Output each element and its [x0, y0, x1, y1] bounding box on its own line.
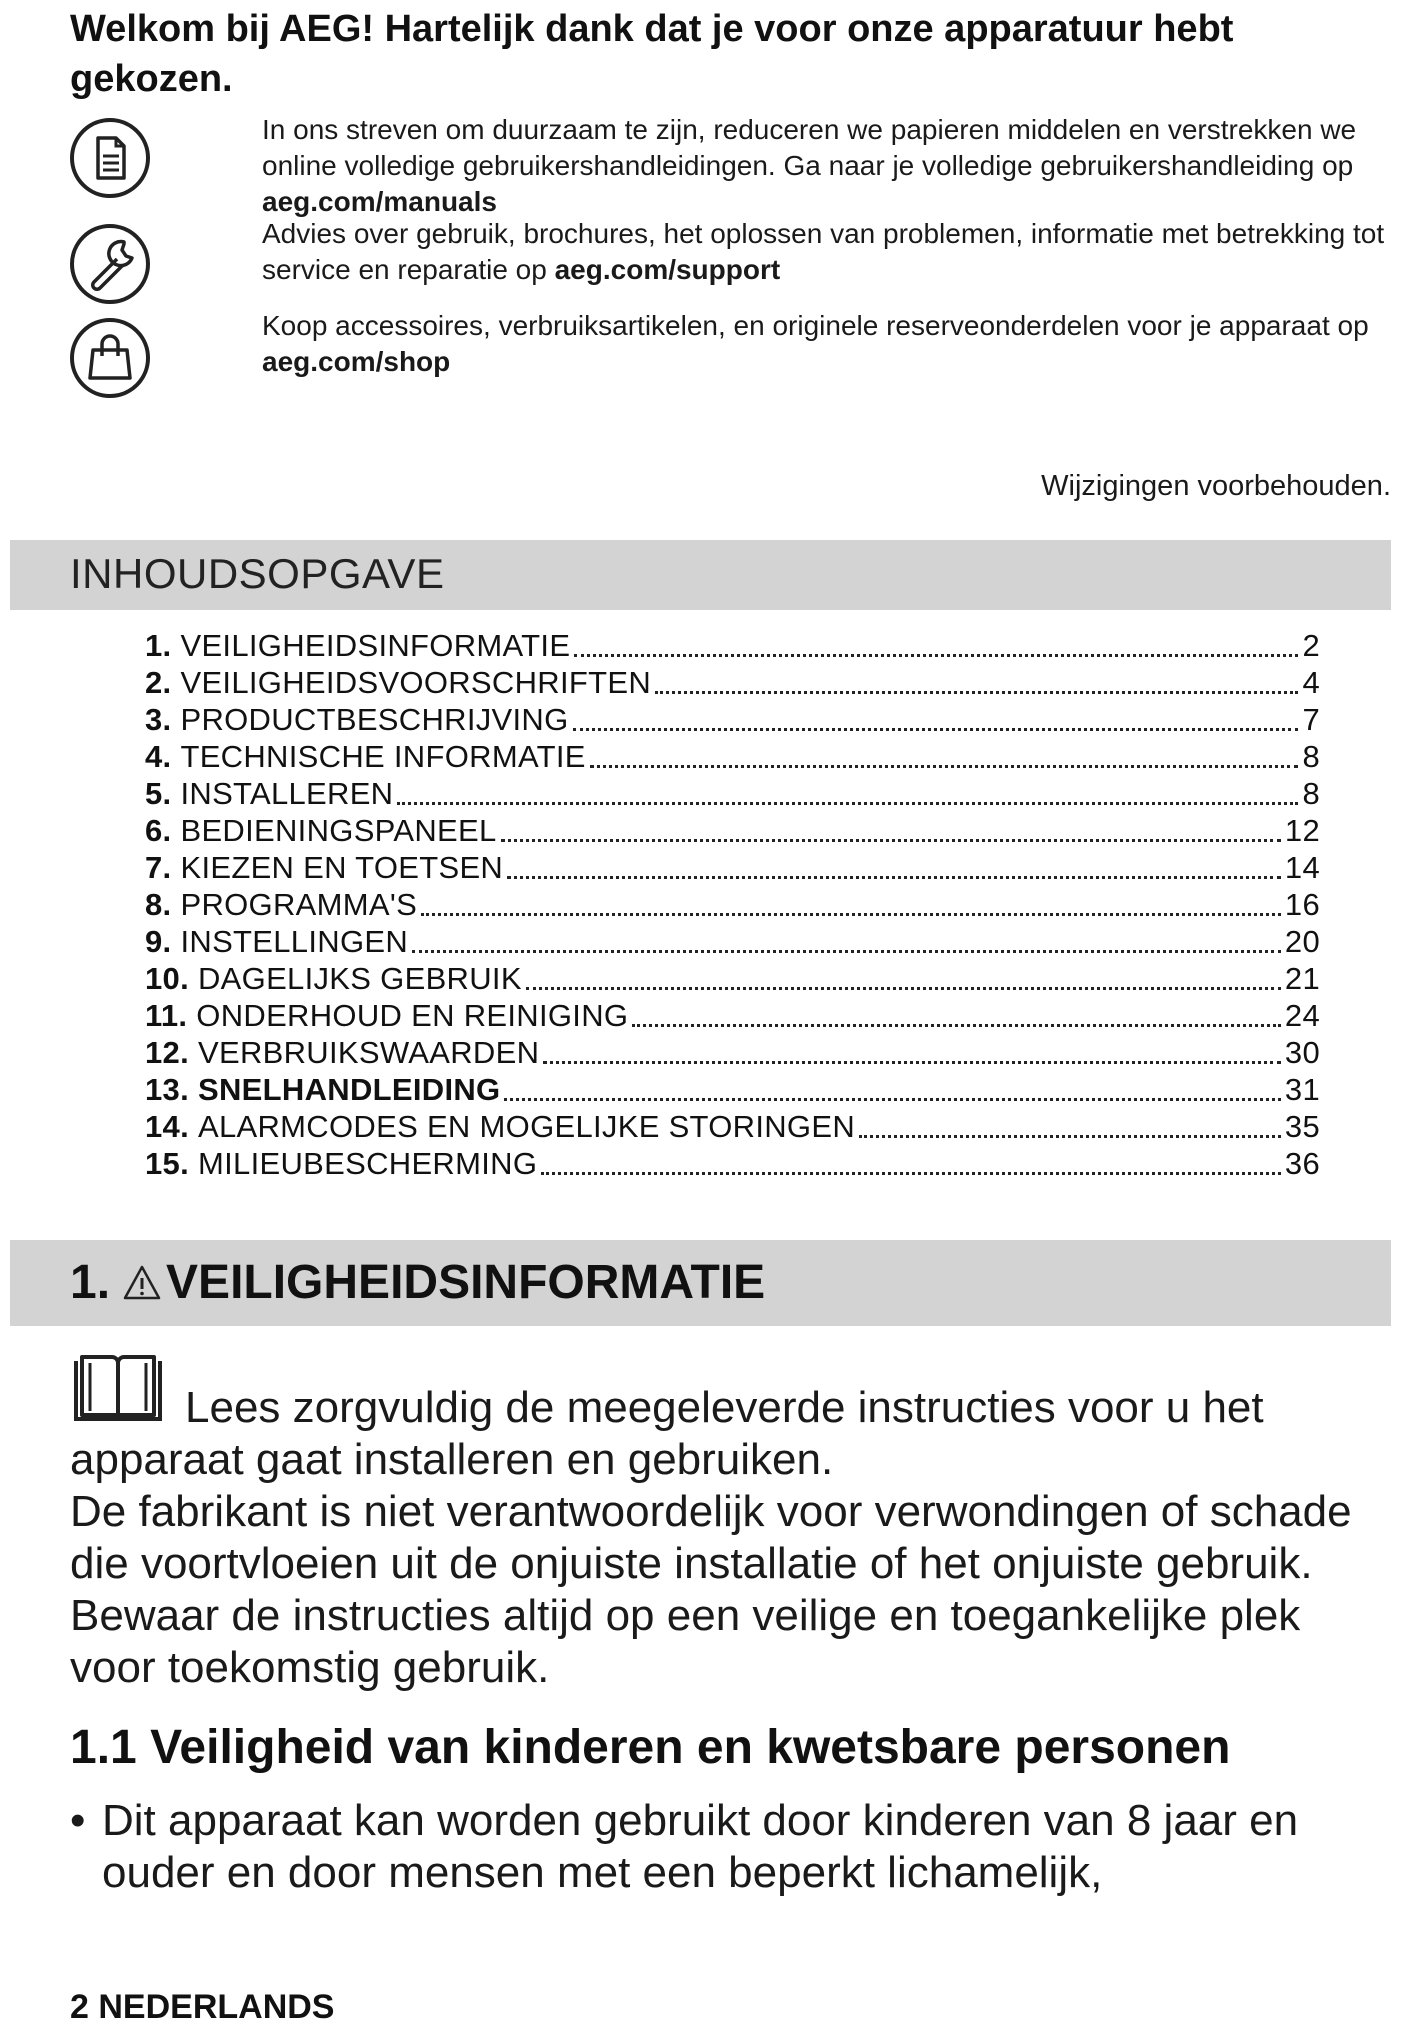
section-title-text: VEILIGHEIDSINFORMATIE [166, 1256, 766, 1309]
toc-item-page: 8 [1302, 739, 1320, 774]
toc-item-leader [655, 691, 1298, 694]
toc-item-page: 21 [1284, 961, 1320, 996]
manuals-text: In ons streven om duurzaam te zijn, reduceren we papieren middelen en verstrekken we online volledige gebruikershandleidingen. Ga naar je volledige gebruikershandleiding op [262, 114, 1357, 181]
toc-item-title: INSTALLEREN [180, 776, 394, 811]
toc-item-leader [397, 802, 1298, 805]
toc-item[interactable] [145, 1146, 1320, 1183]
section-title [70, 1255, 765, 1310]
toc-item[interactable] [145, 665, 1320, 702]
toc-item-leader [504, 1098, 1280, 1101]
toc-item-leader [859, 1135, 1281, 1138]
toc-item-leader [507, 876, 1281, 879]
toc-item[interactable] [145, 924, 1320, 961]
toc-item[interactable] [145, 813, 1320, 850]
toc-item-number: 14. [145, 1109, 189, 1144]
section-number: 1. [70, 1256, 111, 1309]
toc-item-number: 5. [145, 776, 172, 811]
toc-item-number: 10. [145, 961, 189, 996]
toc-item-leader [632, 1024, 1281, 1027]
wrench-icon [68, 222, 152, 306]
toc-item-title: KIEZEN EN TOETSEN [180, 850, 504, 885]
shop-text: Koop accessoires, verbruiksartikelen, en originele reserveonderdelen voor je apparaat op [262, 310, 1369, 341]
toc-item-number: 11. [145, 998, 188, 1033]
toc-item-leader [574, 654, 1298, 657]
toc-item-leader [412, 950, 1281, 953]
toc-item-title: VEILIGHEIDSINFORMATIE [180, 628, 571, 663]
toc-item[interactable] [145, 1109, 1320, 1146]
manual-icon [68, 116, 152, 200]
toc-item-leader [590, 765, 1299, 768]
toc-item-title: BEDIENINGSPANEEL [180, 813, 497, 848]
toc-title: INHOUDSOPGAVE [70, 550, 445, 597]
toc-item[interactable] [145, 776, 1320, 813]
toc-item-title: ALARMCODES EN MOGELIJKE STORINGEN [198, 1109, 856, 1144]
footer-page-label: 2 NEDERLANDS [70, 1988, 335, 2026]
toc-item-leader [573, 728, 1299, 731]
toc-item[interactable] [145, 998, 1320, 1035]
toc-item-number: 15. [145, 1146, 189, 1181]
toc-item-page: 24 [1284, 998, 1320, 1033]
welcome-heading: Welkom bij AEG! Hartelijk dank dat je voor onze apparatuur hebt gekozen. [70, 8, 1234, 100]
toc-item-title: PROGRAMMA'S [180, 887, 418, 922]
bullet-text: Dit apparaat kan worden gebruikt door kinderen van 8 jaar en ouder en door mensen met een beperkt lichamelijk, [102, 1796, 1299, 1897]
support-paragraph [262, 216, 1392, 288]
subsection-title: 1.1 Veiligheid van kinderen en kwetsbare personen [70, 1721, 1231, 1774]
toc-item-number: 3. [145, 702, 172, 737]
changes-note: Wijzigingen voorbehouden. [1041, 470, 1391, 502]
toc-item-leader [501, 839, 1281, 842]
toc-item[interactable] [145, 1035, 1320, 1072]
toc-item-leader [526, 987, 1281, 990]
toc-item-number: 2. [145, 665, 172, 700]
toc-item-page: 7 [1302, 702, 1320, 737]
toc-item-page: 12 [1284, 813, 1320, 848]
toc-item-title: DAGELIJKS GEBRUIK [198, 961, 522, 996]
toc-item-title: PRODUCTBESCHRIJVING [180, 702, 569, 737]
toc-item-page: 20 [1284, 924, 1320, 959]
warning-icon [122, 1263, 162, 1303]
toc-item-number: 8. [145, 887, 172, 922]
bullet-item [70, 1795, 1370, 1899]
toc-item-title: ONDERHOUD EN REINIGING [196, 998, 629, 1033]
toc-list [145, 628, 1320, 1183]
toc-item-page: 8 [1302, 776, 1320, 811]
toc-item-title: VEILIGHEIDSVOORSCHRIFTEN [180, 665, 652, 700]
toc-item[interactable] [145, 961, 1320, 998]
toc-item-title: MILIEUBESCHERMING [198, 1146, 538, 1181]
support-link[interactable]: aeg.com/support [554, 254, 781, 285]
toc-item-number: 12. [145, 1035, 189, 1070]
shopping-bag-icon [68, 316, 152, 400]
toc-item[interactable] [145, 1072, 1320, 1109]
toc-item-page: 4 [1302, 665, 1320, 700]
toc-item-page: 31 [1284, 1072, 1320, 1107]
shop-link[interactable]: aeg.com/shop [262, 346, 451, 377]
bullet-dot: • [70, 1796, 86, 1845]
manuals-link[interactable]: aeg.com/manuals [262, 186, 497, 217]
toc-item-page: 2 [1302, 628, 1320, 663]
toc-item-number: 4. [145, 739, 172, 774]
disclaimer-paragraph: De fabrikant is niet verantwoordelijk voor verwondingen of schade die voortvloeien uit de onjuiste installatie of het onjuiste gebruik. Bewaar de instructies altijd op een veilige en toegankelijke plek voor toekomstig gebruik. [70, 1487, 1352, 1692]
toc-item-page: 35 [1284, 1109, 1320, 1144]
toc-item-page: 14 [1284, 850, 1320, 885]
toc-item[interactable] [145, 628, 1320, 665]
intro-paragraph: Lees zorgvuldig de meegeleverde instructies voor u het apparaat gaat installeren en gebruiken. [70, 1383, 1264, 1484]
toc-item-number: 13. [145, 1072, 189, 1107]
toc-item[interactable] [145, 702, 1320, 739]
toc-item-page: 16 [1284, 887, 1320, 922]
manuals-paragraph [262, 112, 1392, 220]
toc-item-page: 36 [1284, 1146, 1320, 1181]
support-text: Advies over gebruik, brochures, het oplossen van problemen, informatie met betrekking tot service en reparatie op [262, 218, 1385, 285]
toc-item[interactable] [145, 850, 1320, 887]
toc-item-title: SNELHANDLEIDING [198, 1072, 501, 1107]
toc-item-title: VERBRUIKSWAARDEN [198, 1035, 540, 1070]
toc-item-title: TECHNISCHE INFORMATIE [180, 739, 586, 774]
toc-item-leader [421, 913, 1281, 916]
toc-item-leader [541, 1172, 1281, 1175]
toc-item-title: INSTELLINGEN [180, 924, 409, 959]
toc-item-leader [543, 1061, 1281, 1064]
toc-item[interactable] [145, 887, 1320, 924]
toc-item-number: 6. [145, 813, 172, 848]
toc-item-number: 7. [145, 850, 172, 885]
shop-paragraph [262, 308, 1392, 380]
toc-item-number: 1. [145, 628, 172, 663]
toc-item[interactable] [145, 739, 1320, 776]
toc-item-number: 9. [145, 924, 172, 959]
toc-item-page: 30 [1284, 1035, 1320, 1070]
